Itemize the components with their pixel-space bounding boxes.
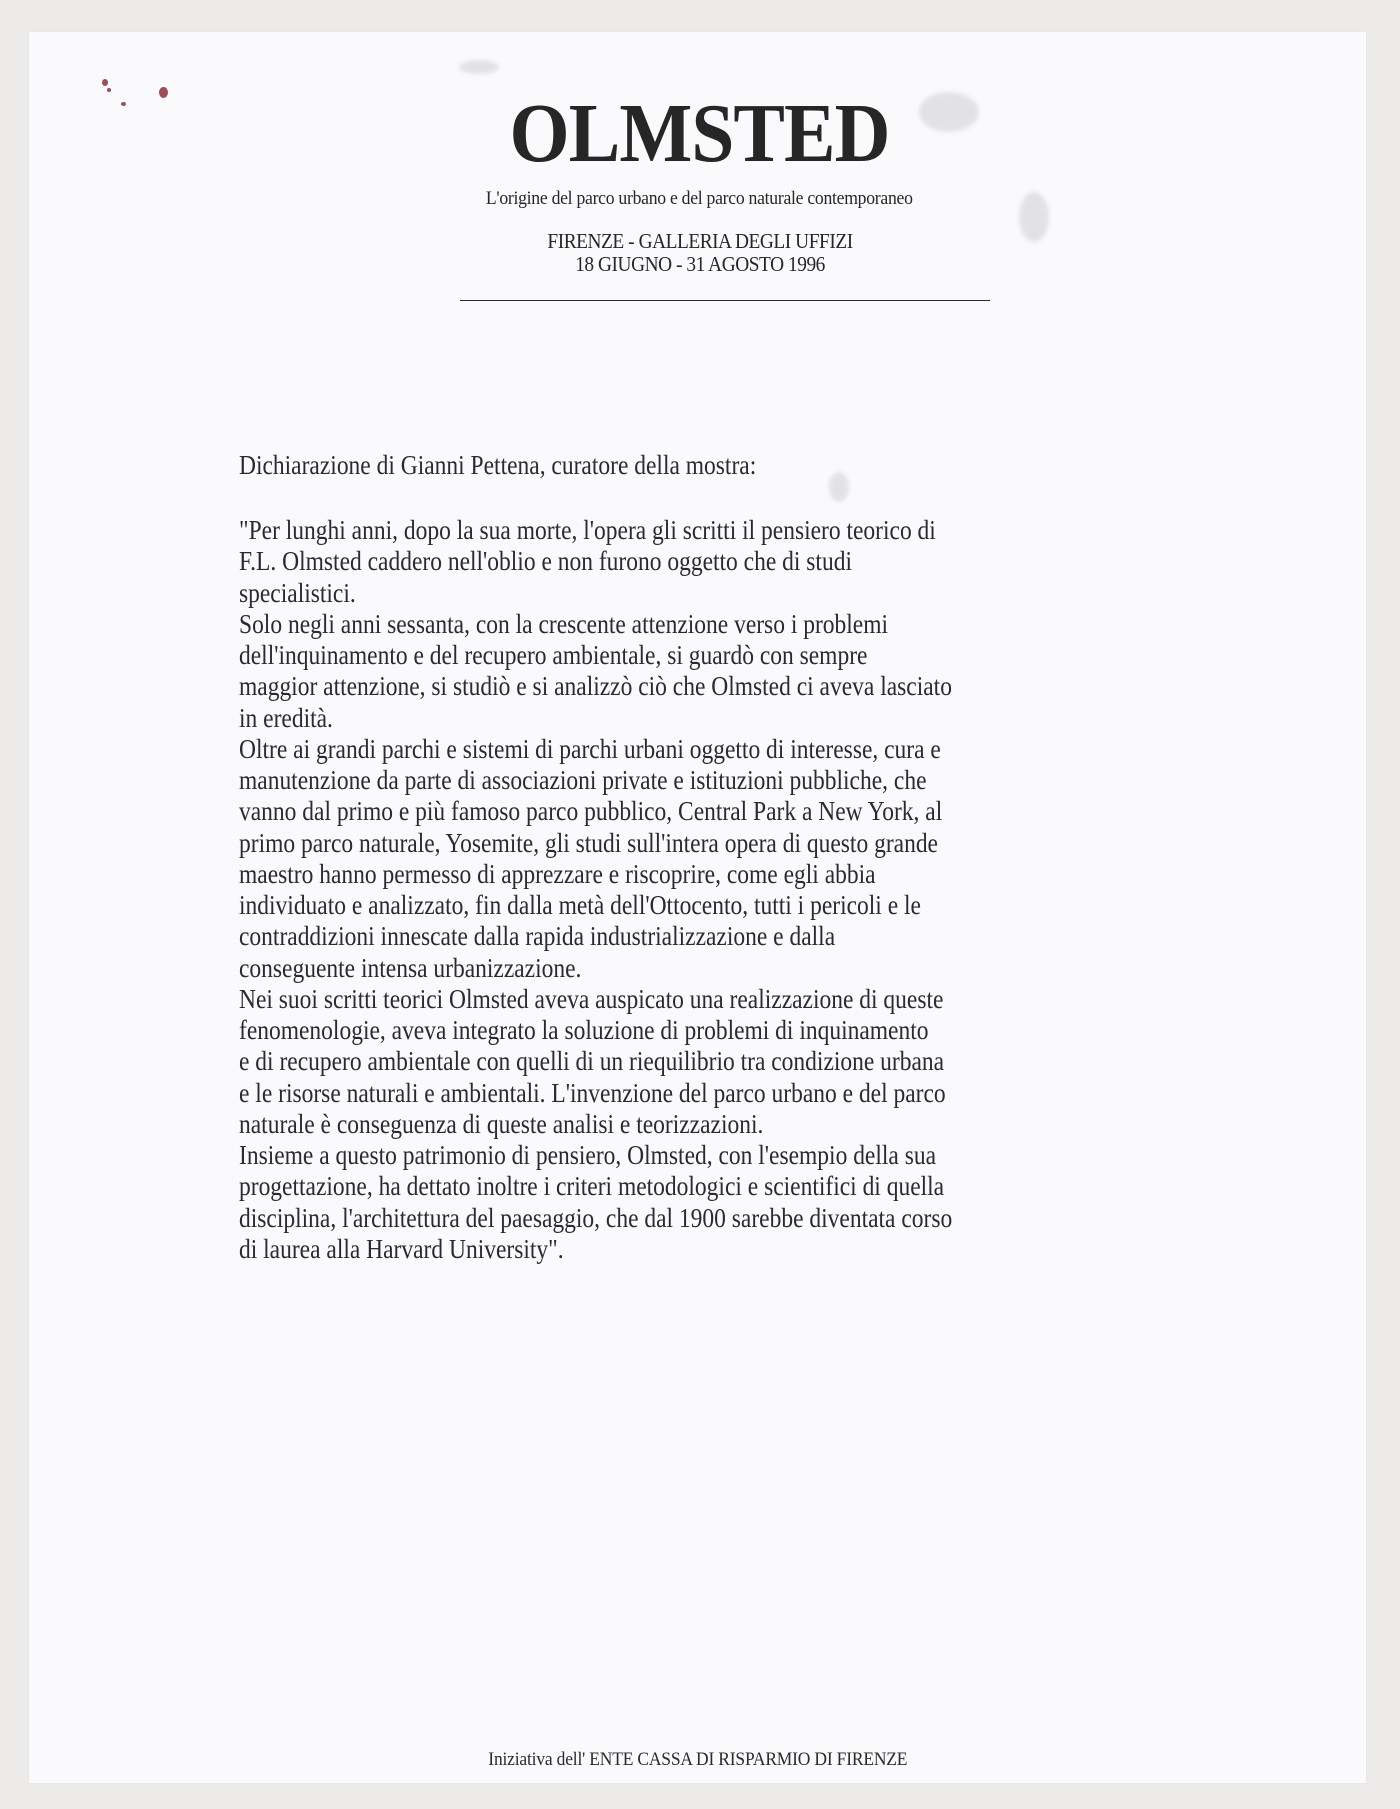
statement-quote bbox=[239, 515, 1074, 1265]
quote-line: contraddizioni innescate dalla rapida industrializzazione e dalla bbox=[239, 921, 836, 952]
ink-stain bbox=[102, 79, 108, 86]
quote-line: maestro hanno permesso di apprezzare e riscoprire, come egli abbia bbox=[239, 858, 876, 889]
quote-line: primo parco naturale, Yosemite, gli studi sull'intera opera di questo grande bbox=[239, 827, 938, 858]
quote-line: maggior attenzione, si studiò e si analizzò ciò che Olmsted ci aveva lasciato bbox=[239, 671, 952, 702]
quote-line: Oltre ai grandi parchi e sistemi di parchi urbani oggetto di interesse, cura e bbox=[239, 733, 941, 764]
quote-line: manutenzione da parte di associazioni private e istituzioni pubbliche, che bbox=[239, 765, 927, 795]
quote-line: Solo negli anni sessanta, con la crescente attenzione verso i problemi bbox=[239, 608, 889, 639]
quote-line: progettazione, ha dettato inoltre i criteri metodologici e scientifici di quella bbox=[239, 1171, 945, 1202]
quote-line: in eredità. bbox=[239, 702, 333, 733]
quote-line: naturale è conseguenza di queste analisi e teorizzazioni. bbox=[239, 1108, 764, 1139]
footer-sponsor: Iniziativa dell' ENTE CASSA DI RISPARMIO DI FIRENZE bbox=[488, 1749, 908, 1770]
quote-line: disciplina, l'architettura del paesaggio, che dal 1900 sarebbe diventata corso bbox=[239, 1202, 953, 1233]
quote-line: individuato e analizzato, fin dalla metà dell'Ottocento, tutti i pericoli e le bbox=[239, 890, 921, 920]
exhibition-venue: FIRENZE - GALLERIA DEGLI UFFIZI bbox=[547, 229, 853, 253]
document-page bbox=[29, 32, 1366, 1783]
quote-line: dell'inquinamento e del recupero ambientale, si guardò con sempre bbox=[239, 640, 868, 670]
quote-line: e di recupero ambientale con quelli di un riequilibrio tra condizione urbana bbox=[239, 1046, 945, 1077]
scan-smudge bbox=[459, 60, 499, 74]
quote-line: F.L. Olmsted caddero nell'oblio e non furono oggetto che di studi bbox=[239, 546, 852, 577]
document-subtitle: L'origine del parco urbano e del parco naturale contemporaneo bbox=[485, 188, 913, 209]
header-divider bbox=[460, 300, 990, 301]
quote-line: e le risorse naturali e ambientali. L'invenzione del parco urbano e del parco bbox=[239, 1077, 946, 1108]
quote-line: specialistici. bbox=[239, 577, 356, 608]
quote-line: Nei suoi scritti teorici Olmsted aveva auspicato una realizzazione di queste bbox=[239, 983, 944, 1014]
statement-intro: Dichiarazione di Gianni Pettena, curatore della mostra: bbox=[239, 450, 757, 480]
quote-line: Insieme a questo patrimonio di pensiero, Olmsted, con l'esempio della sua bbox=[239, 1140, 937, 1170]
quote-line: fenomenologie, aveva integrato la soluzione di problemi di inquinamento bbox=[239, 1015, 929, 1045]
quote-line: vanno dal primo e più famoso parco pubblico, Central Park a New York, al bbox=[239, 796, 943, 827]
quote-line: conseguente intensa urbanizzazione. bbox=[239, 952, 582, 983]
quote-line: di laurea alla Harvard University". bbox=[239, 1233, 564, 1264]
exhibition-dates: 18 GIUGNO - 31 AGOSTO 1996 bbox=[575, 252, 825, 276]
quote-line: "Per lunghi anni, dopo la sua morte, l'opera gli scritti il pensiero teorico di bbox=[239, 515, 936, 545]
document-title: OLMSTED bbox=[509, 87, 890, 180]
